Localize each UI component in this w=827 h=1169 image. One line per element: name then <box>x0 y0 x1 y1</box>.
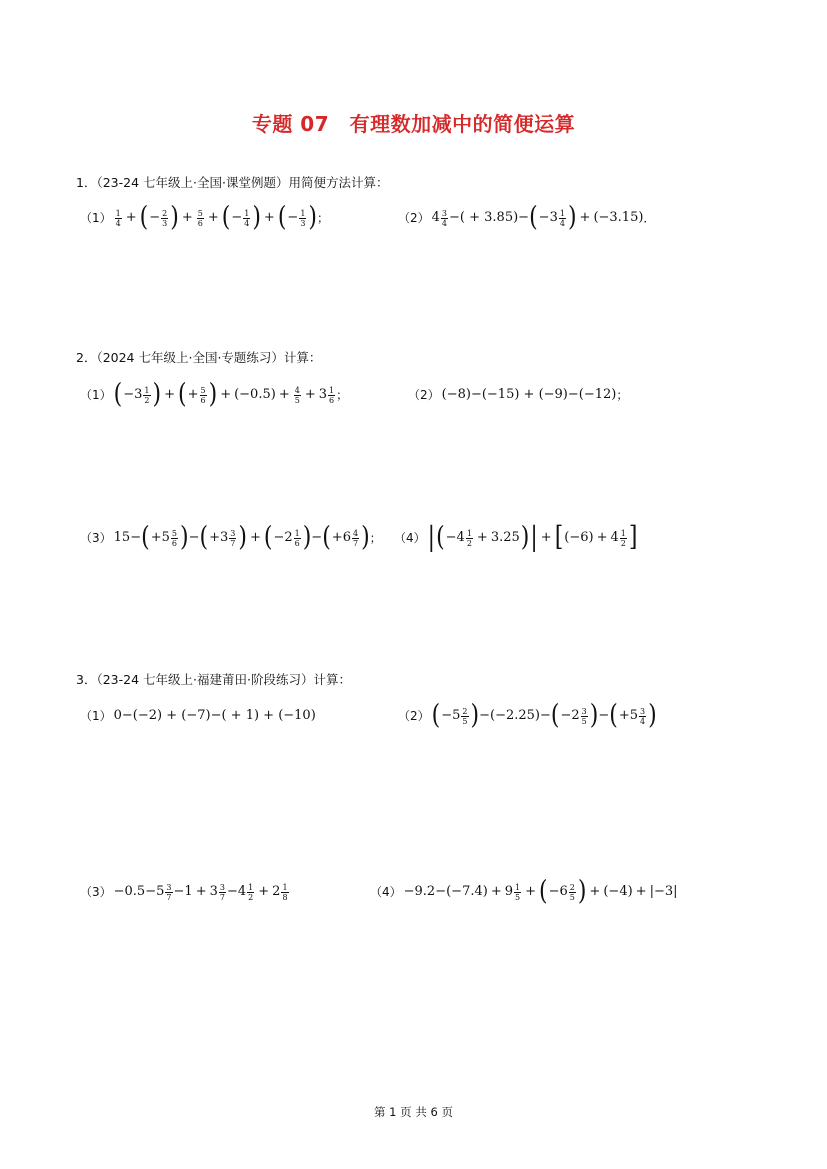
question-1-header: 1．（23-24 七年级上·全国·课堂例题）用简便方法计算： <box>76 175 389 190</box>
fraction: $\frac{5}{6}$ <box>197 208 203 228</box>
part-label: （1） <box>80 709 112 723</box>
math-expression: ( −3 1 2 ) + ( + 5 6 ) + (−0.5) + $\frac{4}{5}$ + 3 1 6 <box>113 378 335 410</box>
fraction: 1 2 <box>466 528 472 548</box>
fraction: 1 6 <box>294 528 300 548</box>
fraction: 1 4 <box>115 208 121 228</box>
fraction: 1 6 <box>329 385 335 405</box>
math-expression: | ( −4 1 2 + 3.25 ) | + [ (−6) + 4 1 2 ] <box>427 521 638 553</box>
part-label: （2） <box>408 388 440 402</box>
fraction: 3 7 <box>219 882 225 902</box>
math-expression: ( −5 2 5 ) − (−2.25) − ( −2 3 5 ) − ( + 5 3 4 ) <box>431 699 657 731</box>
part-label: （1） <box>80 211 112 225</box>
fraction: 2 3 <box>162 208 168 228</box>
math-expression: (−8)−(−15) + (−9)−(−12) <box>441 387 617 402</box>
part-label: （1） <box>80 388 112 402</box>
question-2-part-2: （2） (−8)−(−15) + (−9)−(−12) ； <box>408 381 630 409</box>
fraction: 1 2 <box>144 385 150 405</box>
fraction: 4 7 <box>352 528 359 548</box>
fraction: 5 6 <box>171 528 177 548</box>
fraction: $\frac{4}{5}$ <box>294 385 300 405</box>
fraction: 3 7 <box>230 528 236 548</box>
question-3-part-3 <box>80 878 292 906</box>
question-3-part-4 <box>370 875 680 907</box>
fraction: 1 3 <box>300 208 306 228</box>
fraction: 1 8 <box>282 882 288 902</box>
question-2-header: 2．（2024 七年级上·全国·专题练习）计算： <box>76 350 322 365</box>
question-2-part-3: （3） 15 − ( + 5 5 6 ) − ( + 3 3 7 ) + ( −2 1 6 ) − ( + 6 4 7 ) ； <box>80 521 382 553</box>
fraction: 1 4 <box>244 208 250 228</box>
fraction: 3 4 <box>640 706 646 726</box>
part-label: （2） <box>398 211 430 225</box>
page-title: 专题 07 有理数加减中的简便运算 <box>251 112 576 136</box>
page-footer: 第 1 页 共 6 页 <box>374 1105 453 1119</box>
math-expression: 0−(−2) + (−7)−( + 1) + (−10) <box>113 708 316 723</box>
question-3-part-2 <box>398 699 659 731</box>
question-2-part-1: （1） ( −3 1 2 ) + ( + 5 6 ) + (−0.5) + $\frac{4}{5}$ + 3 1 6 ； <box>80 378 349 410</box>
fraction: 1 2 <box>248 882 254 902</box>
question-1-part-1: （1） 1 4 + ( − 2 3 ) + $\frac{5}{6}$ + ( − 1 4 ) + ( − 1 3 ) ； <box>80 201 330 233</box>
fraction: 5 6 <box>200 385 206 405</box>
math-expression: −9.2−(−7.4) + 9 1 5 + ( −6 2 5 ) + (−4) + |−3| <box>403 875 678 907</box>
fraction: 1 4 <box>559 208 565 228</box>
fraction: 3 7 <box>166 882 172 902</box>
part-label: （4） <box>394 531 426 545</box>
question-2-part-4 <box>394 521 639 553</box>
part-label: （2） <box>398 709 430 723</box>
math-expression: 1 4 + ( − 2 3 ) + $\frac{5}{6}$ + ( − 1 4 ) + ( − 1 3 ) <box>115 201 318 233</box>
fraction: 3 4 <box>441 208 448 228</box>
part-label: （3） <box>80 531 112 545</box>
question-3-part-1 <box>80 702 318 730</box>
fraction: 1 2 <box>620 528 626 548</box>
math-expression: 4 3 4 − ( + 3.85) − ( −3 1 4 ) + (−3.15) <box>431 201 644 233</box>
question-1-part-2: （2） 4 3 4 − ( + 3.85) − ( −3 1 4 ) + (−3.15) ． <box>398 201 656 233</box>
math-expression: −0.5 − 5 3 7 − 1 + 3 3 7 − 4 1 2 + 2 1 8 <box>113 882 288 902</box>
fraction: 2 5 <box>569 882 575 902</box>
question-3-header: 3．（23-24 七年级上·福建莆田·阶段练习）计算： <box>76 672 351 687</box>
fraction: 2 5 <box>462 706 468 726</box>
fraction: 1 5 <box>515 882 521 902</box>
math-expression: 15 − ( + 5 5 6 ) − ( + 3 3 7 ) + ( −2 1 6 ) − ( + 6 4 7 ) <box>113 521 370 553</box>
fraction: 3 5 <box>581 706 587 726</box>
part-label: （4） <box>370 885 402 899</box>
part-label: （3） <box>80 885 112 899</box>
